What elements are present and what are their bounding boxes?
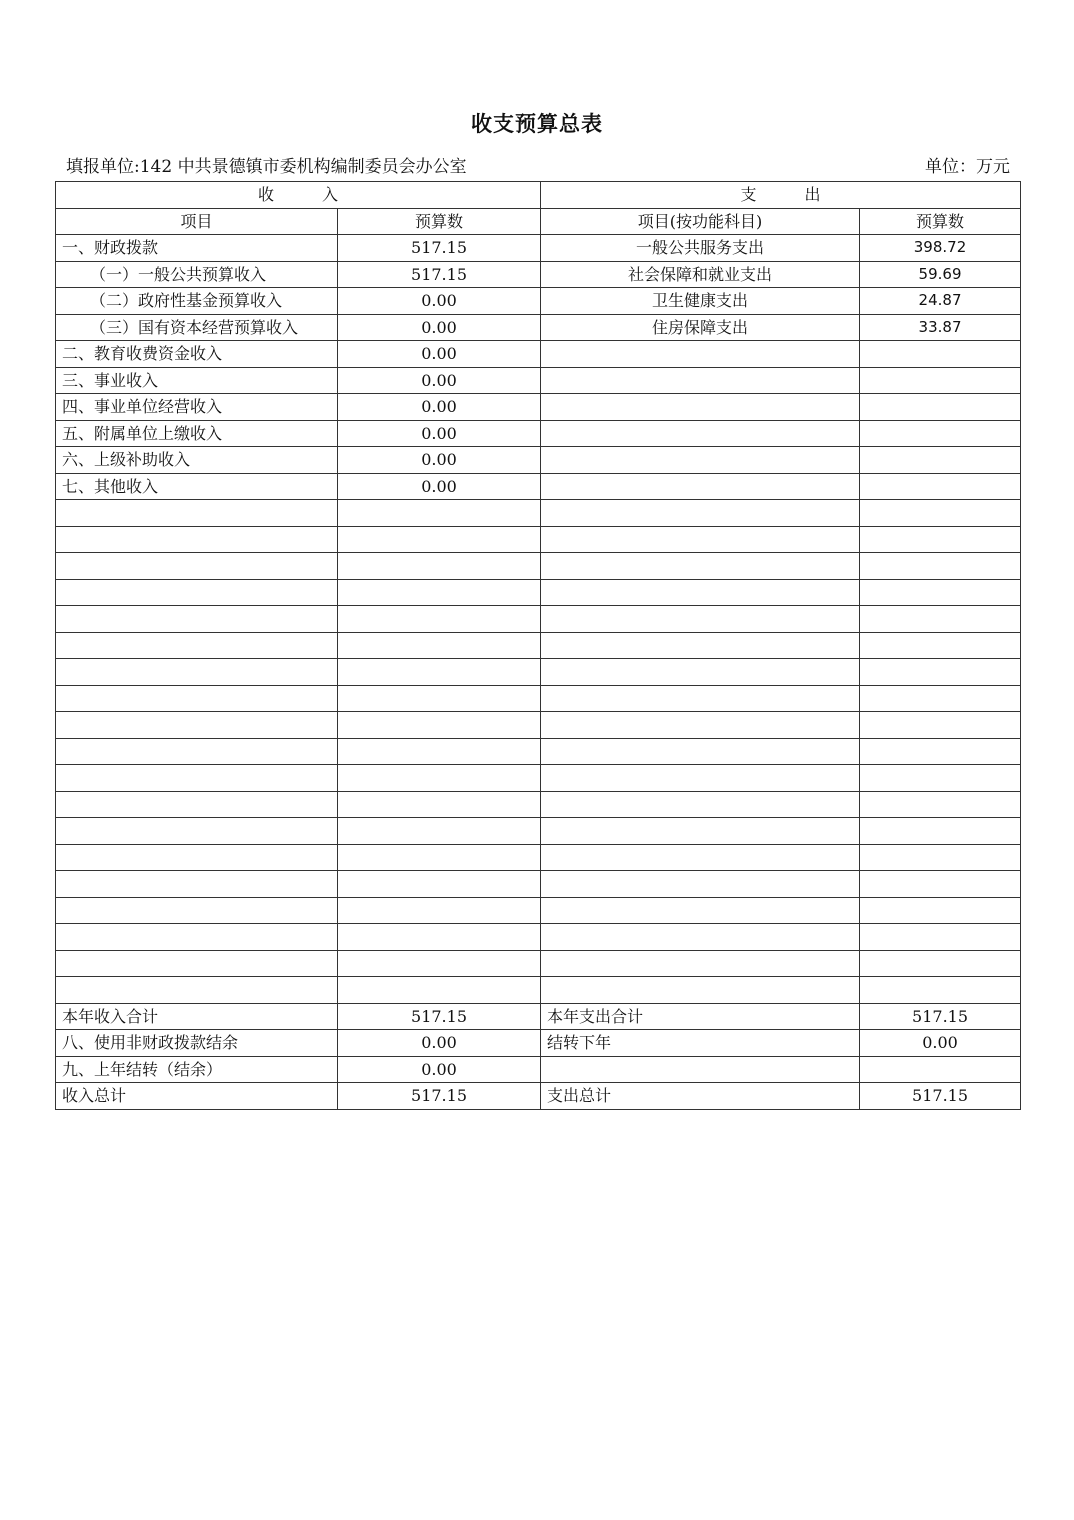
empty-cell bbox=[860, 871, 1021, 898]
expense-item-value: 33.87 bbox=[860, 314, 1021, 341]
table-row bbox=[56, 791, 1021, 818]
income-total-value: 517.15 bbox=[338, 1083, 541, 1110]
empty-cell bbox=[541, 420, 860, 447]
section-header-row bbox=[56, 182, 1021, 209]
expense-item-name: 卫生健康支出 bbox=[541, 288, 860, 315]
page-title: 收支预算总表 bbox=[471, 111, 603, 136]
empty-cell bbox=[860, 765, 1021, 792]
expense-item-value: 398.72 bbox=[860, 235, 1021, 262]
empty-cell bbox=[338, 685, 541, 712]
empty-cell bbox=[860, 844, 1021, 871]
income-item-value: 0.00 bbox=[338, 288, 541, 315]
income-item-name: （二）政府性基金预算收入 bbox=[56, 288, 338, 315]
income-section-header: 收 入 bbox=[56, 182, 541, 209]
table-row bbox=[56, 473, 1021, 500]
prev-year-row bbox=[56, 1056, 1021, 1083]
empty-cell bbox=[338, 632, 541, 659]
income-item-name: （三）国有资本经营预算收入 bbox=[56, 314, 338, 341]
income-item-name: 五、附属单位上缴收入 bbox=[56, 420, 338, 447]
empty-cell bbox=[338, 871, 541, 898]
empty-cell bbox=[56, 977, 338, 1004]
empty-cell bbox=[541, 765, 860, 792]
empty-cell bbox=[860, 1056, 1021, 1083]
income-item-value: 0.00 bbox=[338, 447, 541, 474]
year-expense-value: 517.15 bbox=[860, 1003, 1021, 1030]
table-row bbox=[56, 712, 1021, 739]
nonfiscal-value: 0.00 bbox=[338, 1030, 541, 1057]
empty-cell bbox=[541, 579, 860, 606]
table-row bbox=[56, 341, 1021, 368]
empty-cell bbox=[56, 871, 338, 898]
prev-value: 0.00 bbox=[338, 1056, 541, 1083]
column-header-row bbox=[56, 208, 1021, 235]
table-row bbox=[56, 897, 1021, 924]
empty-cell bbox=[56, 950, 338, 977]
table-row bbox=[56, 447, 1021, 474]
table-row bbox=[56, 818, 1021, 845]
table-row bbox=[56, 924, 1021, 951]
expense-item-name: 住房保障支出 bbox=[541, 314, 860, 341]
expense-item-header: 项目(按功能科目) bbox=[541, 208, 860, 235]
empty-cell bbox=[860, 341, 1021, 368]
empty-cell bbox=[860, 579, 1021, 606]
table-row bbox=[56, 235, 1021, 262]
table-row bbox=[56, 579, 1021, 606]
empty-cell bbox=[56, 791, 338, 818]
table-row bbox=[56, 685, 1021, 712]
empty-cell bbox=[860, 473, 1021, 500]
table-row bbox=[56, 765, 1021, 792]
empty-cell bbox=[541, 924, 860, 951]
empty-cell bbox=[541, 659, 860, 686]
income-item-value: 0.00 bbox=[338, 420, 541, 447]
income-item-name: 七、其他收入 bbox=[56, 473, 338, 500]
table-row bbox=[56, 977, 1021, 1004]
empty-cell bbox=[541, 1056, 860, 1083]
empty-cell bbox=[541, 977, 860, 1004]
nonfiscal-row bbox=[56, 1030, 1021, 1057]
currency-unit: 单位：万元 bbox=[925, 157, 1010, 177]
income-item-value: 0.00 bbox=[338, 473, 541, 500]
empty-cell bbox=[56, 606, 338, 633]
nonfiscal-label: 八、使用非财政拨款结余 bbox=[56, 1030, 338, 1057]
empty-cell bbox=[56, 897, 338, 924]
income-item-value: 0.00 bbox=[338, 367, 541, 394]
empty-cell bbox=[56, 579, 338, 606]
income-total-label: 收入总计 bbox=[56, 1083, 338, 1110]
empty-cell bbox=[338, 712, 541, 739]
empty-cell bbox=[541, 738, 860, 765]
empty-cell bbox=[541, 871, 860, 898]
income-item-name: 二、教育收费资金收入 bbox=[56, 341, 338, 368]
table-row bbox=[56, 659, 1021, 686]
year-expense-label: 本年支出合计 bbox=[541, 1003, 860, 1030]
empty-cell bbox=[541, 447, 860, 474]
carry-label: 结转下年 bbox=[541, 1030, 860, 1057]
empty-cell bbox=[56, 659, 338, 686]
empty-cell bbox=[541, 897, 860, 924]
year-total-row bbox=[56, 1003, 1021, 1030]
empty-cell bbox=[541, 818, 860, 845]
empty-cell bbox=[56, 526, 338, 553]
expense-budget-header: 预算数 bbox=[860, 208, 1021, 235]
empty-cell bbox=[541, 341, 860, 368]
empty-cell bbox=[338, 659, 541, 686]
empty-cell bbox=[541, 394, 860, 421]
empty-cell bbox=[860, 712, 1021, 739]
empty-cell bbox=[338, 950, 541, 977]
table-row bbox=[56, 632, 1021, 659]
table-row bbox=[56, 367, 1021, 394]
empty-cell bbox=[541, 950, 860, 977]
empty-cell bbox=[541, 844, 860, 871]
expense-total-label: 支出总计 bbox=[541, 1083, 860, 1110]
empty-cell bbox=[56, 765, 338, 792]
empty-cell bbox=[338, 738, 541, 765]
empty-cell bbox=[860, 791, 1021, 818]
empty-cell bbox=[541, 712, 860, 739]
empty-cell bbox=[860, 500, 1021, 527]
empty-cell bbox=[541, 791, 860, 818]
carry-value: 0.00 bbox=[860, 1030, 1021, 1057]
empty-cell bbox=[338, 977, 541, 1004]
empty-cell bbox=[860, 447, 1021, 474]
income-item-name: 三、事业收入 bbox=[56, 367, 338, 394]
empty-cell bbox=[860, 367, 1021, 394]
empty-cell bbox=[860, 977, 1021, 1004]
empty-cell bbox=[860, 950, 1021, 977]
empty-cell bbox=[338, 791, 541, 818]
income-item-name: 四、事业单位经营收入 bbox=[56, 394, 338, 421]
empty-cell bbox=[541, 473, 860, 500]
empty-cell bbox=[541, 685, 860, 712]
empty-cell bbox=[56, 738, 338, 765]
reporting-unit: 填报单位:142 中共景德镇市委机构编制委员会办公室 bbox=[66, 157, 467, 177]
income-item-value: 0.00 bbox=[338, 341, 541, 368]
empty-cell bbox=[860, 632, 1021, 659]
empty-cell bbox=[860, 659, 1021, 686]
table-row bbox=[56, 314, 1021, 341]
expense-item-name: 社会保障和就业支出 bbox=[541, 261, 860, 288]
empty-cell bbox=[56, 500, 338, 527]
empty-cell bbox=[541, 606, 860, 633]
empty-cell bbox=[541, 553, 860, 580]
empty-cell bbox=[860, 924, 1021, 951]
empty-cell bbox=[338, 897, 541, 924]
empty-cell bbox=[338, 765, 541, 792]
table-row bbox=[56, 288, 1021, 315]
prev-label: 九、上年结转（结余） bbox=[56, 1056, 338, 1083]
empty-cell bbox=[860, 553, 1021, 580]
income-item-name: 一、财政拨款 bbox=[56, 235, 338, 262]
expense-section-header: 支 出 bbox=[541, 182, 1021, 209]
expense-item-value: 59.69 bbox=[860, 261, 1021, 288]
income-item-value: 517.15 bbox=[338, 261, 541, 288]
empty-cell bbox=[860, 526, 1021, 553]
empty-cell bbox=[338, 844, 541, 871]
empty-cell bbox=[860, 606, 1021, 633]
table-row bbox=[56, 420, 1021, 447]
table-row bbox=[56, 500, 1021, 527]
empty-cell bbox=[338, 526, 541, 553]
empty-cell bbox=[541, 632, 860, 659]
table-row bbox=[56, 950, 1021, 977]
empty-cell bbox=[56, 632, 338, 659]
empty-cell bbox=[860, 818, 1021, 845]
empty-cell bbox=[338, 579, 541, 606]
empty-cell bbox=[56, 553, 338, 580]
table-row bbox=[56, 871, 1021, 898]
empty-cell bbox=[56, 818, 338, 845]
table-row bbox=[56, 526, 1021, 553]
empty-cell bbox=[860, 394, 1021, 421]
table-row bbox=[56, 606, 1021, 633]
table-row bbox=[56, 261, 1021, 288]
empty-cell bbox=[541, 526, 860, 553]
income-budget-header: 预算数 bbox=[338, 208, 541, 235]
empty-cell bbox=[338, 606, 541, 633]
expense-item-value: 24.87 bbox=[860, 288, 1021, 315]
income-item-header: 项目 bbox=[56, 208, 338, 235]
empty-cell bbox=[338, 553, 541, 580]
expense-total-value: 517.15 bbox=[860, 1083, 1021, 1110]
income-item-value: 0.00 bbox=[338, 314, 541, 341]
table-row bbox=[56, 844, 1021, 871]
expense-item-name: 一般公共服务支出 bbox=[541, 235, 860, 262]
table-row bbox=[56, 394, 1021, 421]
empty-cell bbox=[56, 924, 338, 951]
empty-cell bbox=[860, 738, 1021, 765]
empty-cell bbox=[56, 712, 338, 739]
budget-table bbox=[55, 181, 1021, 1110]
empty-cell bbox=[338, 500, 541, 527]
empty-cell bbox=[338, 818, 541, 845]
income-item-name: 六、上级补助收入 bbox=[56, 447, 338, 474]
empty-cell bbox=[56, 844, 338, 871]
table-row bbox=[56, 553, 1021, 580]
empty-cell bbox=[541, 500, 860, 527]
income-item-name: （一）一般公共预算收入 bbox=[56, 261, 338, 288]
empty-cell bbox=[56, 685, 338, 712]
grand-total-row bbox=[56, 1083, 1021, 1110]
empty-cell bbox=[860, 897, 1021, 924]
empty-cell bbox=[860, 420, 1021, 447]
empty-cell bbox=[860, 685, 1021, 712]
year-income-value: 517.15 bbox=[338, 1003, 541, 1030]
income-item-value: 517.15 bbox=[338, 235, 541, 262]
empty-cell bbox=[338, 924, 541, 951]
income-item-value: 0.00 bbox=[338, 394, 541, 421]
empty-cell bbox=[541, 367, 860, 394]
year-income-label: 本年收入合计 bbox=[56, 1003, 338, 1030]
table-row bbox=[56, 738, 1021, 765]
